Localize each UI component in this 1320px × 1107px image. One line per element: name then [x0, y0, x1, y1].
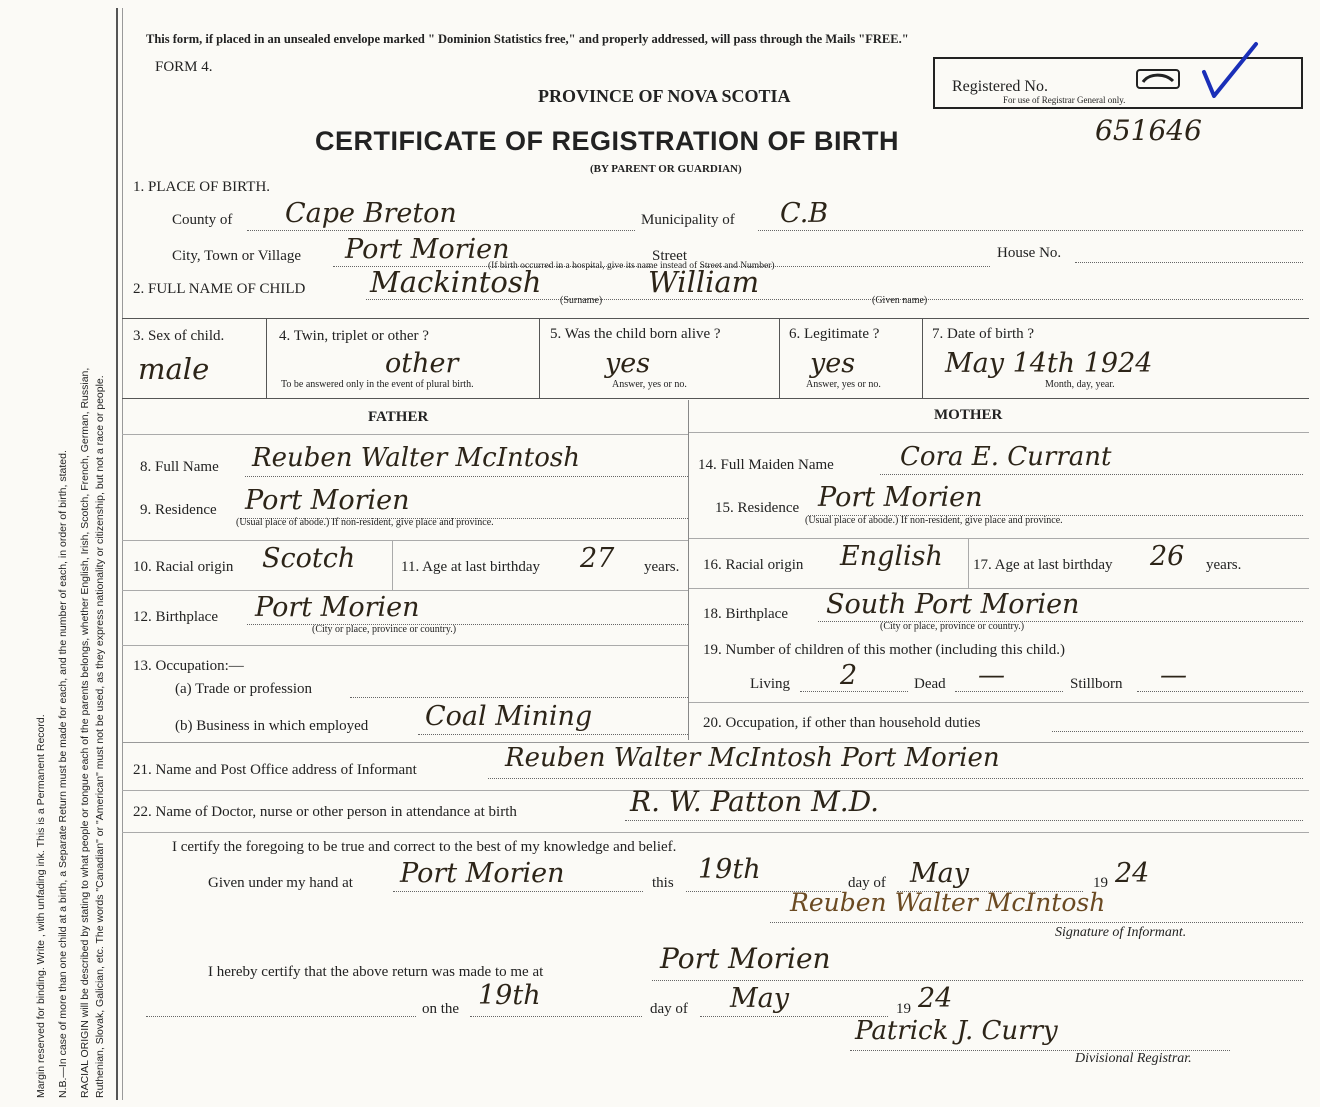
living-value: 2: [840, 660, 858, 691]
mother-birthplace-value: South Port Morien: [826, 589, 1080, 620]
father-birthplace-label: 12. Birthplace: [133, 609, 218, 625]
box-top-rule: [122, 318, 1309, 319]
registrar-signature: Patrick J. Curry: [855, 1016, 1058, 1046]
mother-children-label: 19. Number of children of this mother (including this child.): [703, 642, 1066, 658]
surname-caption: (Surname): [560, 295, 603, 306]
father-occupation-label: 13. Occupation:—: [133, 658, 244, 674]
given-caption: (Given name): [872, 295, 928, 306]
father-name-line: [245, 476, 688, 477]
day-value: 19th: [698, 854, 761, 885]
signature-line: [770, 922, 1303, 923]
house-label: House No.: [997, 245, 1062, 261]
legit-label: 6. Legitimate ?: [789, 326, 880, 342]
father-rule-3: [122, 645, 688, 646]
alive-caption: Answer, yes or no.: [612, 379, 687, 390]
father-residence-label: 9. Residence: [140, 502, 217, 518]
county-line: [247, 230, 635, 231]
county-label: County of: [172, 212, 233, 228]
registered-label: Registered No.: [952, 78, 1048, 95]
place-heading: 1. PLACE OF BIRTH.: [133, 179, 271, 195]
father-name-label: 8. Full Name: [140, 459, 219, 475]
month-value: May: [910, 858, 969, 889]
mother-birthplace-label: 18. Birthplace: [703, 606, 788, 622]
stillborn-line: [1137, 691, 1303, 692]
child-given-name: William: [648, 265, 760, 299]
father-birthplace-caption: (City or place, province or country.): [312, 624, 457, 635]
col-divider-2: [539, 318, 540, 398]
municipality-line: [758, 230, 1303, 231]
on-the-label: on the: [422, 1001, 460, 1017]
box-bottom-rule: [122, 398, 1309, 399]
dob-label: 7. Date of birth ?: [932, 326, 1035, 342]
mother-racial-label: 16. Racial origin: [703, 557, 804, 573]
mother-name-line: [880, 474, 1303, 475]
year-prefix: 19: [1093, 875, 1108, 891]
father-business-value: Coal Mining: [425, 701, 593, 732]
informant-line: [488, 778, 1303, 779]
sex-label: 3. Sex of child.: [133, 328, 225, 344]
margin-note-4: Ruthenian, Slovak, Galician, etc. The words "Canadian" or "American" must not be used, as they express nationality or citizenship, but not a race or people.: [94, 375, 106, 1098]
dead-label: Dead: [914, 676, 946, 692]
alive-value: yes: [605, 348, 651, 379]
mother-name-label: 14. Full Maiden Name: [698, 457, 834, 473]
dob-value: May 14th 1924: [945, 348, 1153, 379]
certificate-subtitle: (BY PARENT OR GUARDIAN): [590, 163, 742, 175]
doctor-label: 22. Name of Doctor, nurse or other person in attendance at birth: [133, 804, 517, 820]
father-residence-value: Port Morien: [245, 485, 410, 516]
form-number: FORM 4.: [155, 59, 213, 75]
father-heading-rule: [122, 434, 688, 435]
father-rule-1: [122, 540, 688, 541]
mother-heading-rule: [689, 432, 1309, 433]
return-day-value: 19th: [478, 980, 541, 1011]
father-birthplace-value: Port Morien: [255, 592, 420, 623]
father-racial-divider: [392, 540, 393, 590]
margin-rule-inner: [122, 8, 123, 1100]
check-mark-icon: [1200, 38, 1260, 103]
living-label: Living: [750, 676, 790, 692]
informant-signature: Reuben Walter McIntosh: [790, 888, 1106, 917]
mother-residence-label: 15. Residence: [715, 500, 800, 516]
doctor-line: [625, 820, 1303, 821]
registered-number: 651646: [1095, 114, 1202, 147]
parents-divider: [688, 400, 689, 740]
return-day-line: [470, 1016, 642, 1017]
day-of-label: day of: [848, 875, 886, 891]
return-year-prefix: 19: [896, 1001, 911, 1017]
dead-value: —: [978, 660, 1005, 691]
father-trade-label: (a) Trade or profession: [175, 681, 313, 697]
return-year-suffix: 24: [918, 983, 953, 1014]
child-name-label: 2. FULL NAME OF CHILD: [133, 281, 306, 297]
registered-note: For use of Registrar General only.: [1003, 95, 1126, 105]
stillborn-label: Stillborn: [1070, 676, 1123, 692]
father-age-label: 11. Age at last birthday: [401, 559, 540, 575]
certificate-title: CERTIFICATE OF REGISTRATION OF BIRTH: [315, 126, 899, 156]
margin-note-2: N.B.—In case of more than one child at a birth, a Separate Return must be made for each, and the number of each, in order of birth, stated.: [57, 450, 69, 1098]
child-name-line: [366, 299, 1303, 300]
mother-occupation-label: 20. Occupation, if other than household duties: [703, 715, 981, 731]
father-business-line: [418, 734, 688, 735]
house-line: [1075, 262, 1303, 263]
given-place-value: Port Morien: [400, 858, 565, 889]
father-racial-value: Scotch: [262, 543, 356, 574]
mail-notice: This form, if placed in an unsealed envelope marked " Dominion Statistics free," and properly addressed, will pass through the Mails "FREE.": [146, 32, 909, 46]
year-suffix: 24: [1115, 858, 1150, 889]
dob-caption: Month, day, year.: [1045, 379, 1115, 390]
mother-age-label: 17. Age at last birthday: [973, 557, 1113, 573]
county-value: Cape Breton: [285, 198, 457, 229]
col-divider-4: [922, 318, 923, 398]
alive-label: 5. Was the child born alive ?: [550, 326, 721, 342]
city-value: Port Morien: [345, 234, 510, 265]
street-label: Street: [652, 248, 687, 264]
margin-rule: [116, 8, 118, 1100]
return-statement: I hereby certify that the above return was made to me at: [208, 964, 544, 980]
doctor-rule: [122, 832, 1309, 833]
father-rule-2: [122, 590, 688, 591]
legit-caption: Answer, yes or no.: [806, 379, 881, 390]
return-day-of-label: day of: [650, 1001, 688, 1017]
municipality-label: Municipality of: [641, 212, 735, 228]
this-label: this: [652, 875, 674, 891]
doctor-value: R. W. Patton M.D.: [630, 785, 880, 818]
twin-label: 4. Twin, triplet or other ?: [279, 328, 429, 344]
father-trade-line: [350, 697, 688, 698]
child-surname: Mackintosh: [370, 265, 542, 299]
twin-caption: To be answered only in the event of plural birth.: [281, 379, 474, 390]
twin-value: other: [385, 348, 459, 379]
on-the-line-pre: [146, 1016, 416, 1017]
signature-caption: Signature of Informant.: [1055, 925, 1187, 940]
father-business-label: (b) Business in which employed: [175, 718, 369, 734]
return-month-value: May: [730, 983, 789, 1014]
col-divider-3: [779, 318, 780, 398]
mother-rule-3: [689, 702, 1309, 703]
registered-stamp-icon: [1135, 67, 1181, 91]
stillborn-value: —: [1160, 660, 1187, 691]
province-heading: PROVINCE OF NOVA SCOTIA: [538, 86, 791, 106]
mother-age-value: 26: [1150, 541, 1185, 572]
mother-residence-caption: (Usual place of abode.) If non-resident, give place and province.: [805, 515, 1063, 526]
given-under-label: Given under my hand at: [208, 875, 353, 891]
mother-years: years.: [1206, 557, 1242, 573]
margin-note-1: Margin reserved for binding. Write , with unfading ink. This is a Permanent Record.: [35, 714, 47, 1098]
living-line: [800, 691, 908, 692]
dead-line: [955, 691, 1063, 692]
mother-name-value: Cora E. Currant: [900, 442, 1112, 472]
mother-rule-1: [689, 538, 1309, 539]
informant-value: Reuben Walter McIntosh Port Morien: [505, 743, 1000, 773]
col-divider-1: [266, 318, 267, 398]
father-years: years.: [644, 559, 680, 575]
informant-label: 21. Name and Post Office address of Informant: [133, 762, 417, 778]
sex-value: male: [138, 352, 210, 386]
father-name-value: Reuben Walter McIntosh: [252, 443, 580, 473]
father-heading: FATHER: [368, 409, 429, 425]
hospital-note: (If birth occurred in a hospital, give its name instead of Street and Number): [488, 261, 775, 271]
legit-value: yes: [810, 348, 856, 379]
certify-statement: I certify the foregoing to be true and correct to the best of my knowledge and belief.: [172, 839, 677, 855]
father-racial-label: 10. Racial origin: [133, 559, 234, 575]
margin-note-3: RACIAL ORIGIN will be described by stating to what people or tongue each of the parents belongs, whether English, Irish, Scotch, French, German, Russian,: [79, 367, 91, 1098]
mother-racial-divider: [968, 538, 969, 588]
given-place-line: [393, 891, 643, 892]
mother-occupation-line: [1052, 731, 1303, 732]
mother-racial-value: English: [840, 541, 943, 572]
registrar-caption: Divisional Registrar.: [1075, 1051, 1192, 1066]
mother-birthplace-caption: (City or place, province or country.): [880, 621, 1025, 632]
return-place-value: Port Morien: [660, 942, 831, 975]
father-age-value: 27: [580, 543, 615, 574]
mother-heading: MOTHER: [934, 407, 1003, 423]
city-label: City, Town or Village: [172, 248, 302, 264]
mother-residence-value: Port Morien: [818, 482, 983, 513]
municipality-value: C.B: [780, 198, 829, 229]
father-residence-caption: (Usual place of abode.) If non-resident, give place and province.: [236, 517, 494, 528]
return-place-line: [652, 980, 1303, 981]
